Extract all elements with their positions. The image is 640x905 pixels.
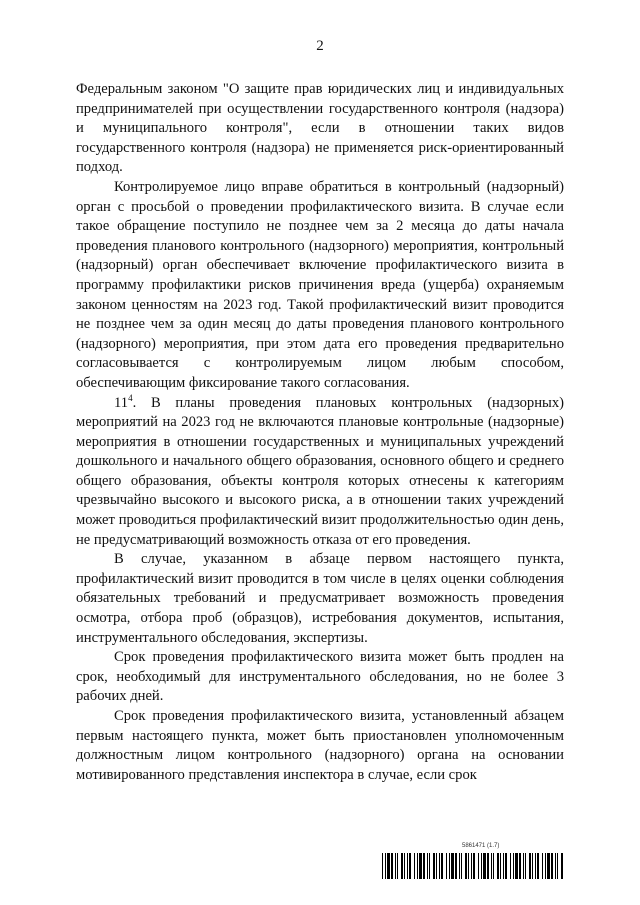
item-number-superscript: 4 [128,392,133,403]
paragraph-5: Срок проведения профилактического визита может быть продлен на срок, необходимый для инструментального обследования, но не более 3 рабочих дней. [76,649,564,705]
paragraph-3-text: В планы проведения плановых контрольных (надзорных) мероприятий на 2023 год не включаются плановые контрольные (надзорные) мероприятия в отношении государственных и муниципальных учреждений дошкольного и начального общего образования, основного общего и среднего общего образования, объекты контроля которых отнесены к категориям чрезвычайно высокого и высокого риска, а в отношении таких учреждений может проводиться профилактический визит продолжительностью один день, не предусматривающий возможность отказа от его проведения. [76,394,564,548]
item-number: 11 [114,394,129,411]
barcode-block [382,843,564,883]
item-number-dot: . [132,394,137,411]
paragraph-3 [76,394,564,551]
paragraph-2: Контролируемое лицо вправе обратиться в контрольный (надзорный) орган с просьбой о проведении профилактического визита. В случае если такое обращение поступило не позднее чем за 2 месяца до даты начала проведения планового контрольного (надзорного) мероприятия, контрольный (надзорный) орган обеспечивает включение профилактического визита в программу профилактики рисков причинения вреда (ущерба) охраняемым законом ценностям на 2023 год. Такой профилактический визит проводится не позднее чем за один месяц до даты проведения планового контрольного (надзорного) мероприятия, при этом дата его проведения предварительно согласовывается с контролируемым лицом любым способом, обеспечивающим фиксирование такого согласования. [76,178,564,391]
document-body [76,80,564,785]
paragraph-1: Федеральным законом "О защите прав юридических лиц и индивидуальных предпринимателей при осуществлении государственного контроля (надзора) и муниципального контроля", если в отношении таких видов государственного контроля (надзора) не применяется риск-ориентированный подход. [76,81,564,176]
page-number: 2 [316,38,324,54]
paragraph-6: Срок проведения профилактического визита, установленный абзацем первым настоящего пункта, может быть приостановлен уполномоченным должностным лицом контрольного (надзорного) органа на основании мотивированного представления инспектора в случае, если срок [76,708,564,783]
barcode-caption: 5861471 (1.7) [462,843,500,849]
barcode [382,853,564,879]
paragraph-4: В случае, указанном в абзаце первом настоящего пункта, профилактический визит проводится в том числе в целях оценки соблюдения обязательных требований и предусматривает возможность проведения осмотра, отбора проб (образцов), истребования документов, испытания, инструментального обследования, экспертизы. [76,551,564,646]
